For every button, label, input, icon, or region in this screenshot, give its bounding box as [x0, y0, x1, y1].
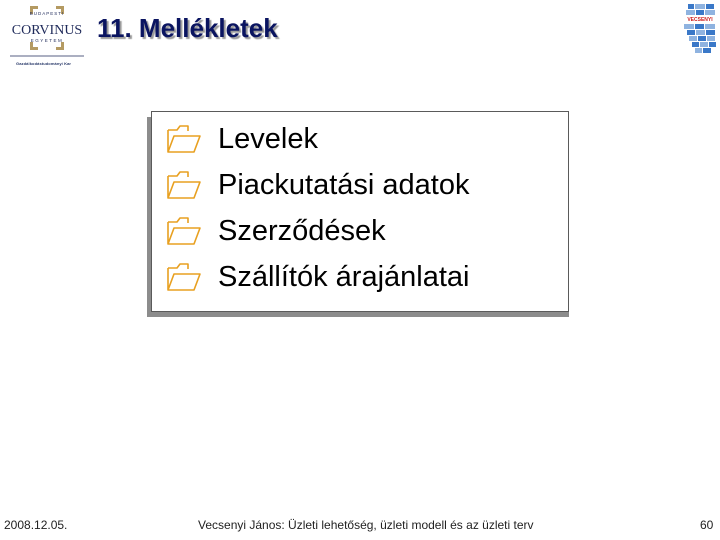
footer-caption: Vecsenyi János: Üzleti lehetőség, üzleti modell és az üzleti terv [198, 518, 534, 532]
attachments-box [151, 111, 569, 312]
logo-bottom-text: EGYETEM [30, 38, 64, 43]
list-item [166, 162, 469, 208]
corvinus-logo [6, 4, 88, 66]
corner-logo-text: VECSENYI [687, 17, 713, 23]
attachments-list [166, 116, 469, 300]
folder-outline-icon [166, 262, 202, 292]
folder-outline-icon [166, 216, 202, 246]
logo-name-text: CORVINUS [11, 23, 83, 38]
page-number: 60 [700, 518, 714, 532]
list-item-label: Levelek [218, 122, 318, 155]
logo-top-text: BUDAPESTI [29, 11, 65, 16]
list-item-label: Szállítók árajánlatai [218, 260, 470, 293]
folder-outline-icon [166, 124, 202, 154]
list-item-label: Piackutatási adatok [218, 168, 470, 201]
footer-date: 2008.12.05. [4, 518, 68, 532]
folder-outline-icon [166, 170, 202, 200]
list-item [166, 254, 469, 300]
list-item [166, 116, 469, 162]
list-item-label: Szerződések [218, 214, 386, 247]
page-title: 11. Mellékletek [97, 13, 278, 43]
logo-subtitle: Gazdálkodástudományi Kar [16, 61, 72, 66]
vecsenyi-logo [682, 4, 718, 54]
list-item [166, 208, 469, 254]
